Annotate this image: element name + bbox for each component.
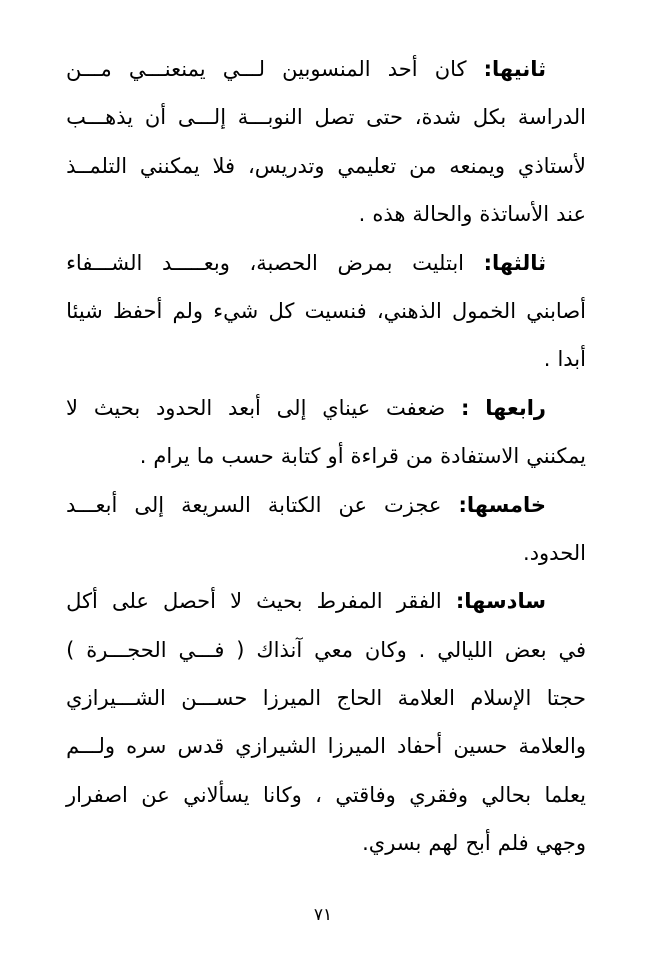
section-heading: : (461, 395, 470, 420)
text-line (66, 529, 586, 577)
page-number: ٧١ (313, 905, 333, 925)
word: عند (556, 202, 586, 227)
word: هذه (372, 202, 406, 227)
word: من (405, 444, 434, 469)
word: فنسيت (304, 298, 367, 323)
word: إلى (134, 492, 165, 517)
word: الحجـــرة (86, 637, 167, 662)
word: الخمول (452, 298, 517, 323)
word: وفقري (409, 782, 469, 807)
word: حتى (366, 105, 403, 130)
word: فلم (497, 831, 529, 856)
word: الفقر (396, 589, 442, 614)
word: أن (144, 105, 167, 130)
word: قراءة (350, 444, 399, 469)
word: اصفرار (66, 782, 128, 807)
word: ولم (172, 298, 204, 323)
word: تعليمي (337, 153, 397, 178)
word: ضعفت (386, 395, 446, 420)
word: الليالي (437, 637, 494, 662)
word: كل (268, 298, 295, 323)
word: حسب (221, 444, 274, 469)
word: معي (314, 637, 353, 662)
word: . (139, 444, 147, 469)
word: يسألاني (183, 782, 250, 807)
word: لأستاذي (517, 153, 586, 178)
word: ما (196, 444, 215, 469)
word: بكل (472, 105, 507, 130)
word: وفاقتي (335, 782, 396, 807)
word: فلا (212, 153, 236, 178)
word: أحفظ (112, 298, 163, 323)
text-line (66, 287, 586, 335)
word: ) (66, 637, 75, 662)
word: الكتابة (267, 492, 322, 517)
word: شيئا (66, 298, 103, 323)
word: من (409, 153, 437, 178)
word: . (543, 347, 551, 372)
word: يمكنني (139, 153, 200, 178)
word: وكان (364, 637, 407, 662)
section-heading: رابعها (485, 395, 546, 420)
word: الاستفادة (440, 444, 520, 469)
word: لهم (428, 831, 459, 856)
word: لـــي (222, 57, 266, 81)
word: . (358, 202, 366, 227)
word: أبدا (557, 347, 586, 372)
word: بسري. (362, 831, 422, 856)
word: الإسلام (470, 686, 532, 711)
word: أحصل (163, 589, 216, 614)
word: عن (141, 782, 170, 807)
word: عن (338, 492, 368, 517)
word: آنذاك (256, 637, 303, 662)
word: ( (236, 637, 245, 662)
word: الشـــيرازي (66, 686, 166, 711)
word: الأساتذة (479, 202, 550, 227)
word: على (111, 589, 149, 614)
word: إلى (276, 395, 307, 420)
word: كتابة (280, 444, 321, 469)
word: مـــن (66, 57, 112, 81)
text-line (66, 45, 586, 93)
word: كان (434, 57, 467, 81)
section-heading: ثانيها: (483, 57, 546, 81)
word: أحد (387, 57, 418, 81)
word: المفرط (316, 589, 383, 614)
word: فـــي (178, 637, 225, 662)
word: بحيث (256, 589, 303, 614)
word: والحالة (412, 202, 473, 227)
word: في (558, 637, 586, 662)
word: ، (315, 782, 322, 807)
text-line (66, 93, 586, 141)
word: عيناي (322, 395, 371, 420)
word: حســـن (181, 686, 248, 711)
word: الحدود (155, 395, 213, 420)
word: وبعـــــد (162, 250, 230, 275)
word: . (418, 637, 426, 662)
word: ابتليت (412, 250, 465, 275)
body-text (66, 45, 586, 868)
word: المنسوبين (282, 57, 371, 81)
word: أصابني (526, 298, 586, 323)
word: لا (230, 589, 243, 614)
word: يذهـــب (66, 105, 134, 130)
text-line (66, 819, 586, 867)
section-heading: سادسها: (455, 589, 546, 614)
text-line (66, 626, 586, 674)
word: التلمــذ (66, 153, 128, 178)
word: شيء (213, 298, 259, 323)
word: إلـــى (177, 105, 227, 130)
word: السريعة (181, 492, 251, 517)
word: بحالي (481, 782, 532, 807)
word: أبح (465, 831, 491, 856)
word: يمنعنـــي (128, 57, 206, 81)
word: الدراسة (517, 105, 586, 130)
word: الذهني، (376, 298, 442, 323)
text-line (66, 384, 586, 432)
word: أو (327, 444, 344, 469)
word: يعلما (544, 782, 586, 807)
word: أحفاد (397, 734, 443, 759)
word: أبعـــد (66, 492, 118, 517)
word: بمرض (337, 250, 393, 275)
word: العلامة (397, 686, 455, 711)
text-line (66, 577, 586, 625)
word: قدس (177, 734, 225, 759)
text-line (66, 771, 586, 819)
section-heading: ثالثها: (483, 250, 546, 275)
word: الشـــفاء (66, 250, 143, 275)
text-line (66, 481, 586, 529)
text-line (66, 722, 586, 770)
text-line (66, 239, 586, 287)
word: يمكنني (526, 444, 586, 469)
text-line (66, 190, 586, 238)
word: الحدود. (523, 540, 586, 565)
word: وجهي (535, 831, 586, 856)
word: الميرزا (327, 734, 386, 759)
word: شدة، (414, 105, 462, 130)
word: عجزت (384, 492, 442, 517)
word: حجتا (546, 686, 586, 711)
word: بحيث (93, 395, 141, 420)
word: أكل (66, 589, 98, 614)
word: الحاج (336, 686, 383, 711)
text-line (66, 142, 586, 190)
word: الشيرازي (235, 734, 317, 759)
word: تصل (314, 105, 355, 130)
word: الميرزا (262, 686, 322, 711)
word: حسين (453, 734, 508, 759)
word: النوبـــة (237, 105, 303, 130)
word: وتدريس، (247, 153, 325, 178)
word: بعض (504, 637, 547, 662)
word: لا (66, 395, 79, 420)
text-line (66, 674, 586, 722)
word: وكانا (262, 782, 302, 807)
text-line (66, 432, 586, 480)
word: الحصبة، (249, 250, 318, 275)
word: يرام (153, 444, 190, 469)
text-line (66, 335, 586, 383)
word: أبعد (228, 395, 261, 420)
word: سره (126, 734, 167, 759)
section-heading: خامسها: (458, 492, 546, 517)
word: والعلامة (518, 734, 586, 759)
word: ولـــم (66, 734, 116, 759)
word: ويمنعه (449, 153, 506, 178)
